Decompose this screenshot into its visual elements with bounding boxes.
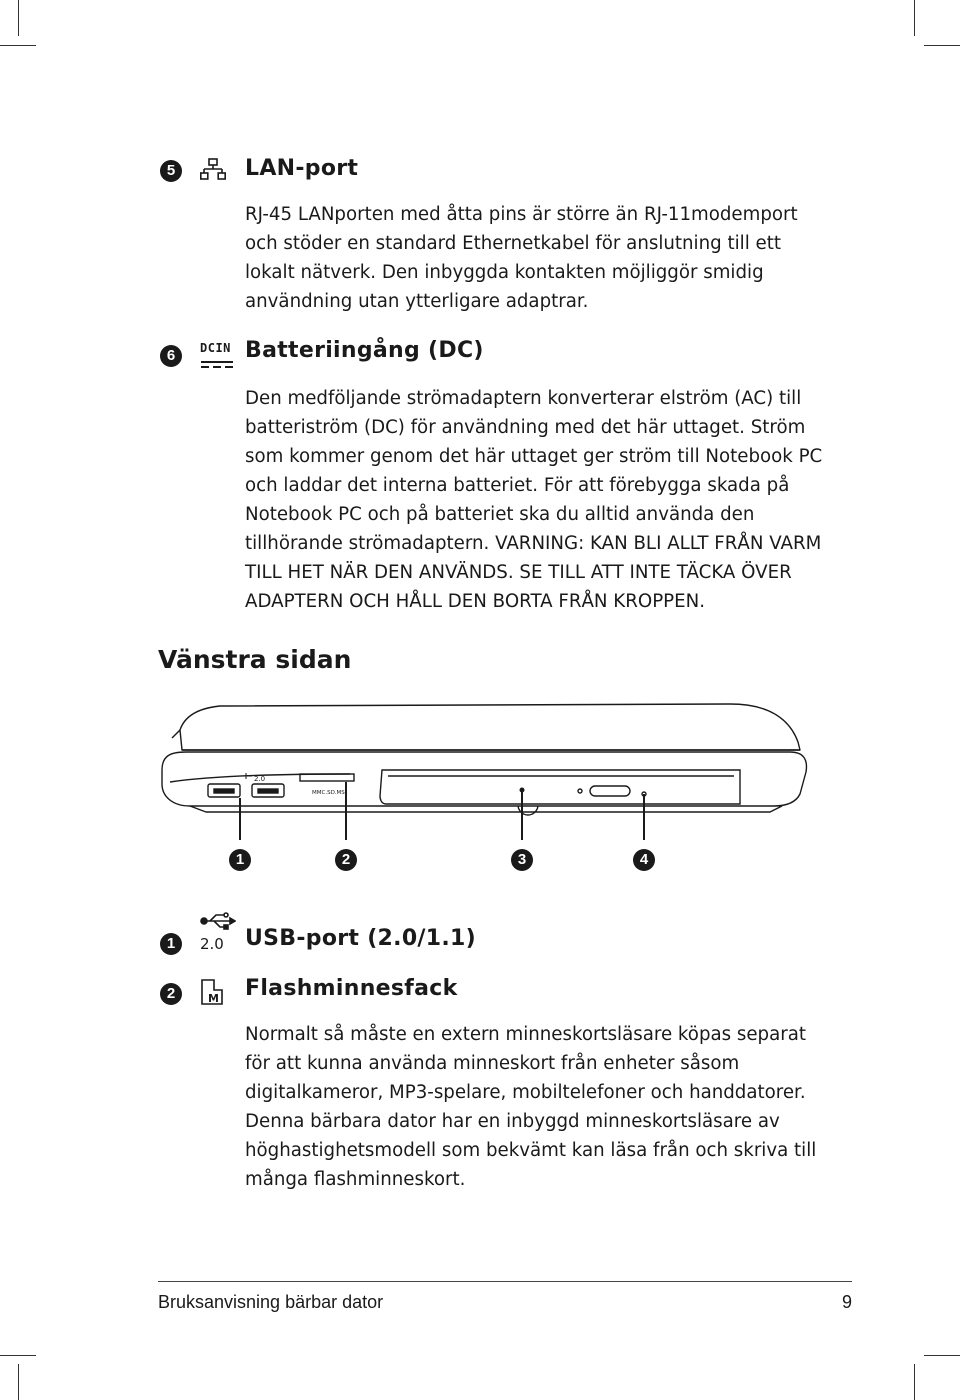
section-dc-input bbox=[160, 338, 860, 632]
footer-rule bbox=[158, 1281, 852, 1282]
section-heading: Flashminnesfack bbox=[245, 976, 458, 1001]
network-icon bbox=[200, 158, 226, 182]
section-usb-port bbox=[160, 926, 860, 970]
memory-card-icon bbox=[200, 978, 226, 1006]
callout-2: 2 bbox=[335, 849, 357, 871]
crop-mark bbox=[924, 45, 960, 46]
usb-label-icon bbox=[240, 773, 252, 779]
laptop-left-side-diagram bbox=[150, 690, 820, 840]
item-number: 5 bbox=[160, 160, 182, 182]
usb-icon-label: 2.0 bbox=[200, 935, 224, 953]
crop-mark bbox=[924, 1355, 960, 1356]
crop-mark bbox=[18, 0, 19, 36]
item-number: 6 bbox=[160, 345, 182, 367]
dc-in-icon bbox=[200, 342, 234, 373]
section-lan-port bbox=[160, 156, 860, 330]
page-number: 9 bbox=[841, 1292, 852, 1312]
usb-icon bbox=[200, 912, 236, 952]
footer-title: Bruksanvisning bärbar dator bbox=[158, 1292, 384, 1312]
callout-1: 1 bbox=[229, 849, 251, 871]
section-text: Den medföljande strömadaptern konverterar elström (AC) till batteriström (DC) för användning med det här uttaget. Ström som kommer genom det här uttaget ger ström till Notebook PC och laddar det interna batteriet. För att förebygga skada på Notebook PC och på batteriet ska du alltid använda den tillhörande strömadaptern. VARNING: KAN BLI ALLT FRÅN VARM TILL HET NÄR DEN ANVÄNDS. SE TILL ATT INTE TÄCKA ÖVER ADAPTERN OCH HÅLL DEN BORTA FRÅN KROPPEN. bbox=[245, 388, 823, 612]
section-text: RJ-45 LANporten med åtta pins är större än RJ-11modemport och stöder en standard Ethernetkabel för anslutning till ett lokalt nätverk. Den inbyggda kontakten möjliggör smidig användning utan ytterligare adaptrar. bbox=[245, 204, 798, 312]
section-text: Normalt så måste en extern minneskortsläsare köpas separat för att kunna använda minneskort från enheter såsom digitalkameror, MP3-spelare, mobiltelefoner och handdatorer. Denna bärbara dator har en inbyggd minneskortsläsare av höghastighetsmodell som bekvämt kan läsa från och skriva till många flashminneskort. bbox=[245, 1024, 817, 1190]
crop-mark bbox=[18, 1364, 19, 1400]
callout-4: 4 bbox=[633, 849, 655, 871]
crop-mark bbox=[0, 45, 36, 46]
dc-symbol-icon bbox=[200, 359, 234, 369]
dc-in-icon-label: DCIN bbox=[200, 341, 231, 355]
section-heading: Batteriingång (DC) bbox=[245, 338, 484, 363]
crop-mark bbox=[0, 1355, 36, 1356]
section-flash-memory bbox=[160, 976, 860, 1190]
item-number: 2 bbox=[160, 983, 182, 1005]
section-heading: USB-port (2.0/1.1) bbox=[245, 926, 476, 951]
side-title: Vänstra sidan bbox=[158, 645, 352, 674]
crop-mark bbox=[914, 0, 915, 36]
svg-text:M: M bbox=[208, 992, 219, 1005]
card-reader-label: MMC.SD.MS bbox=[312, 790, 345, 796]
usb-trident-icon bbox=[200, 912, 236, 930]
callout-3: 3 bbox=[511, 849, 533, 871]
section-heading: LAN-port bbox=[245, 156, 359, 181]
usb-port-label: 2.0 bbox=[254, 775, 266, 783]
crop-mark bbox=[914, 1364, 915, 1400]
item-number: 1 bbox=[160, 933, 182, 955]
